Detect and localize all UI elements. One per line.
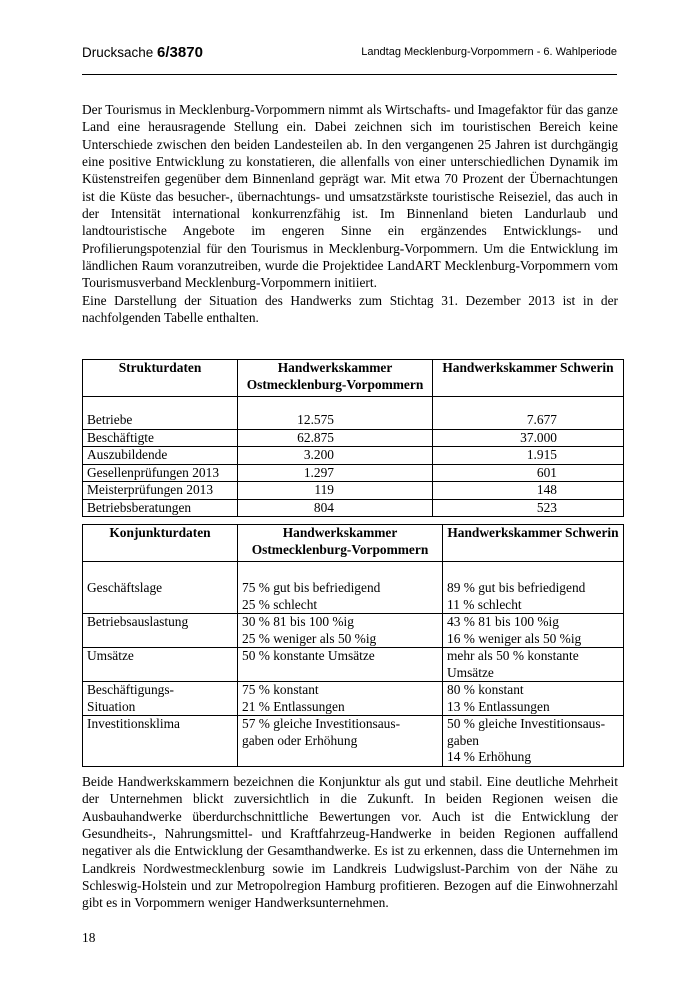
row-label: Betriebsauslastung [83,614,238,648]
table-row [83,648,624,682]
table-row [83,562,624,614]
cell-value: 3.200 [238,447,433,465]
intro-paragraph-1: Der Tourismus in Mecklenburg-Vorpommern nimmt als Wirtschafts- und Imagefaktor für das ganze Land eine herausragende Stellung ein. Dabei zeichnen sich im touristischen Bereich keine Unterschiede zwischen den beiden Landesteilen ab. In den vergangenen 25 Jahren ist durchgängig eine positive Entwicklung zu konstatieren, die allenfalls von einer unterschiedlichen Dynamik im Küstenstreifen gegenüber dem Binnenland geprägt war. Mit etwa 70 Prozent der Übernachtungen ist die Küste das besucher-, übernachtungs- und umsatzstärkste touristische Reiseziel, das auch in der Intensität international konkurrenzfähig ist. Im Binnenland bieten Landurlaub und landtouristische Angebote im engeren Sinne ein ergänzendes Entwicklungs- und Profilierungspotenzial für den Tourismus in Mecklenburg-Vorpommern. Um die Entwicklung im ländlichen Raum voranzutreiben, wurde die Projektidee LandART Mecklenburg-Vorpommern vom Tourismusverband Mecklenburg-Vorpommern initiiert. [82,102,618,291]
cell-value: 80 % konstant 13 % Entlassungen [443,682,624,716]
cell-value: 43 % 81 bis 100 %ig 16 % weniger als 50 %ig [443,614,624,648]
page-header [82,44,617,75]
cell-value: 601 [433,464,624,482]
document-number [82,44,203,61]
column-header: Handwerkskammer Schwerin [443,525,624,562]
cell-value: mehr als 50 % konstante Umsätze [443,648,624,682]
cell-value: 12.575 [238,397,433,430]
row-label: Gesellenprüfungen 2013 [83,464,238,482]
intro-paragraph-2: Eine Darstellung der Situation des Handwerks zum Stichtag 31. Dezember 2013 ist in der nachfolgenden Tabelle enthalten. [82,292,618,326]
cell-value: 804 [238,499,433,517]
cell-value: 119 [238,482,433,500]
table-row [83,716,624,767]
row-label: Meisterprüfungen 2013 [83,482,238,500]
cell-value: 7.677 [433,397,624,430]
cell-value: 1.297 [238,464,433,482]
row-label: Investitionsklima [83,716,238,767]
table-row [83,614,624,648]
cell-value: 523 [433,499,624,517]
cell-value: 89 % gut bis befriedigend 11 % schlecht [443,562,624,614]
row-label: Auszubildende [83,447,238,465]
konjunkturdaten-table [82,524,624,767]
page-number: 18 [82,930,96,945]
row-label: Beschäftigungs- Situation [83,682,238,716]
doc-prefix: Drucksache [82,45,158,60]
column-header: Konjunkturdaten [83,525,238,562]
closing-paragraph: Beide Handwerkskammern bezeichnen die Konjunktur als gut und stabil. Eine deutliche Mehrheit der Unternehmen blickt zuversichtlich in die Zukunft. In beiden Regionen weisen die Ausbauhandwerke überdurchschnittliche Bewertungen vor. Auch ist die Entwicklung der Gesundheits-, Nahrungsmittel- und Kraftfahrzeug-Handwerke in beiden Regionen auffallend negativer als die Entwicklung der Gesamthandwerke. Es ist zu erkennen, dass die Unternehmen im Landkreis Nordwestmecklenburg sowie im Landkreis Ludwigslust-Parchim von der Nähe zu Schleswig-Holstein und zur Metropolregion Hamburg profitieren. Bezogen auf die Einwohnerzahl gibt es in Vorpommern weniger Handwerksunternehmen. [82,774,618,911]
cell-value: 37.000 [433,429,624,447]
table-header-row [83,525,624,562]
column-header: Strukturdaten [83,360,238,397]
parliament-label: Landtag Mecklenburg-Vorpommern - 6. Wahlperiode [361,46,617,58]
table-row [83,499,624,517]
table-row [83,482,624,500]
row-label: Betriebsberatungen [83,499,238,517]
table-row [83,447,624,465]
column-header: Handwerkskammer Ostmecklenburg-Vorpommern [238,525,443,562]
row-label: Beschäftigte [83,429,238,447]
column-header: Handwerkskammer Ostmecklenburg-Vorpommern [238,360,433,397]
table-row [83,682,624,716]
cell-value: 148 [433,482,624,500]
cell-value: 1.915 [433,447,624,465]
row-label: Geschäftslage [83,562,238,614]
intro-text [82,101,618,326]
cell-value: 75 % konstant 21 % Entlassungen [238,682,443,716]
table-header-row [83,360,624,397]
table-row [83,397,624,430]
strukturdaten-table [82,359,624,517]
table-row [83,464,624,482]
cell-value: 75 % gut bis befriedigend 25 % schlecht [238,562,443,614]
closing-text [82,773,618,912]
row-label: Betriebe [83,397,238,430]
cell-value: 50 % konstante Umsätze [238,648,443,682]
cell-value: 57 % gleiche Investitionsaus- gaben oder Erhöhung [238,716,443,767]
table-row [83,429,624,447]
cell-value: 62.875 [238,429,433,447]
row-label: Umsätze [83,648,238,682]
cell-value: 50 % gleiche Investitionsaus- gaben 14 % Erhöhung [443,716,624,767]
cell-value: 30 % 81 bis 100 %ig 25 % weniger als 50 %ig [238,614,443,648]
column-header: Handwerkskammer Schwerin [433,360,624,397]
doc-number: 6/3870 [157,44,203,61]
